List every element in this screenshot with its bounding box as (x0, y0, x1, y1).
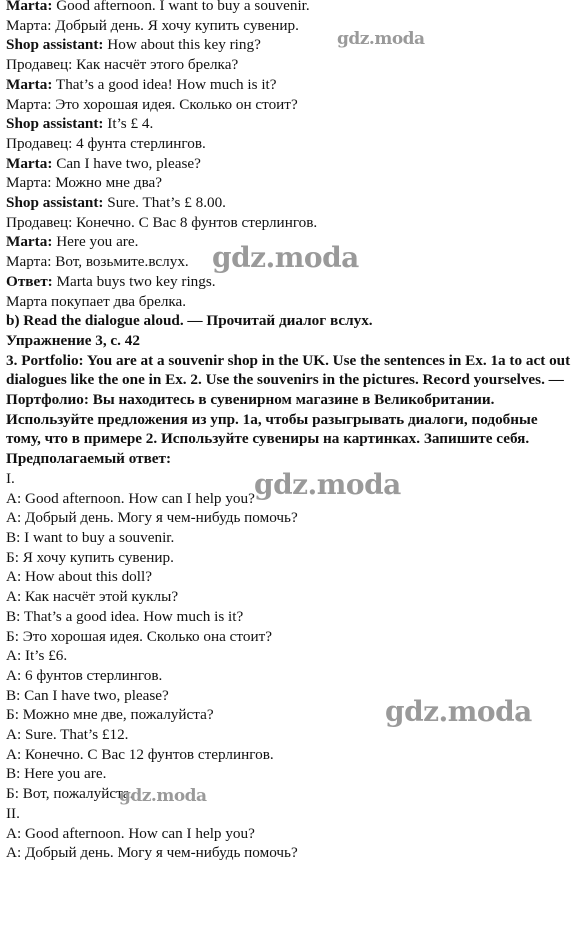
dialogue-line: А: Конечно. С Вас 12 фунтов стерлингов. (6, 745, 274, 763)
dialogue-line: A: Sure. That’s £12. (6, 726, 129, 744)
dialogue-line: Марта: Добрый день. Я хочу купить сувенир. (6, 16, 299, 34)
dialogue-line: B: Can I have two, please? (6, 686, 169, 704)
dialogue-line: Shop assistant: It’s £ 4. (6, 115, 154, 133)
exercise-heading: Упражнение 3, с. 42 (6, 331, 140, 349)
dialogue-line: Продавец: 4 фунта стерлингов. (6, 134, 206, 152)
dialogue-number: II. (6, 804, 20, 822)
answer-heading: Предполагаемый ответ: (6, 450, 172, 468)
watermark: gdz.moda (119, 786, 207, 806)
dialogue-line: Marta: Here you are. (6, 233, 139, 251)
dialogue-line: B: Here you are. (6, 765, 107, 783)
dialogue-line: Shop assistant: How about this key ring? (6, 36, 261, 54)
document-page (6, 0, 576, 863)
dialogue-line: Марта: Можно мне два? (6, 174, 163, 192)
task-b-heading: b) Read the dialogue aloud. — Прочитай диалог вслух. (6, 312, 373, 330)
watermark: gdz.moda (254, 468, 401, 501)
dialogue-line: Б: Вот, пожалуйста. (6, 785, 134, 803)
dialogue-line: Marta: That’s a good idea! How much is it? (6, 75, 277, 93)
dialogue-line: B: I want to buy a souvenir. (6, 528, 175, 546)
dialogue-line: Продавец: Конечно. С Вас 8 фунтов стерлингов. (6, 213, 318, 231)
dialogue-line: Marta: Good afternoon. I want to buy a souvenir. (6, 0, 310, 14)
dialogue-line: Продавец: Как насчёт этого брелка? (6, 56, 239, 74)
dialogue-line: А: Добрый день. Могу я чем-нибудь помочь? (6, 509, 298, 527)
dialogue-line: Shop assistant: Sure. That’s £ 8.00. (6, 194, 226, 212)
dialogue-line: Марта: Это хорошая идея. Сколько он стоит? (6, 95, 298, 113)
watermark: gdz.moda (385, 695, 532, 728)
dialogue-line: Марта: Вот, возьмите.вслух. (6, 253, 189, 271)
dialogue-line: Б: Я хочу купить сувенир. (6, 548, 174, 566)
dialogue-line: А: Как насчёт этой куклы? (6, 588, 179, 606)
dialogue-line: А: Добрый день. Могу я чем-нибудь помочь? (6, 844, 298, 862)
dialogue-line: Б: Можно мне две, пожалуйста? (6, 706, 214, 724)
dialogue-1 (6, 489, 576, 804)
dialogue-line: A: Good afternoon. How can I help you? (6, 489, 255, 507)
dialogue-line: A: How about this doll? (6, 568, 152, 586)
dialogue-line: Marta: Can I have two, please? (6, 154, 201, 172)
dialogue-2 (6, 824, 576, 863)
dialogue-line: Б: Это хорошая идея. Сколько она стоит? (6, 627, 272, 645)
dialogue-number: I. (6, 469, 15, 487)
portfolio-task: 3. Portfolio: You are at a souvenir shop in the UK. Use the sentences in Ex. 1a to act out dialogues like the one in Ex. 2. Use the souvenirs in the pictures. Record yourselves. — Портфолио: Вы находитесь в сувенирном магазине в Великобритании. Используйте предложения из упр. 1а, чтобы разыгрывать диалоги, подобные тому, что в примере 2. Используйте сувениры на картинках. Запишите себя. (6, 351, 571, 448)
watermark: gdz.moda (337, 29, 425, 49)
dialogue-line: Марта покупает два брелка. (6, 292, 187, 310)
dialogue-line: A: It’s £6. (6, 647, 68, 665)
dialogue-line: А: 6 фунтов стерлингов. (6, 666, 163, 684)
answer-line: Ответ: Marta buys two key rings. (6, 272, 216, 290)
dialogue-line: A: Good afternoon. How can I help you? (6, 824, 255, 842)
dialogue-line: B: That’s a good idea. How much is it? (6, 607, 244, 625)
watermark: gdz.moda (212, 241, 359, 274)
